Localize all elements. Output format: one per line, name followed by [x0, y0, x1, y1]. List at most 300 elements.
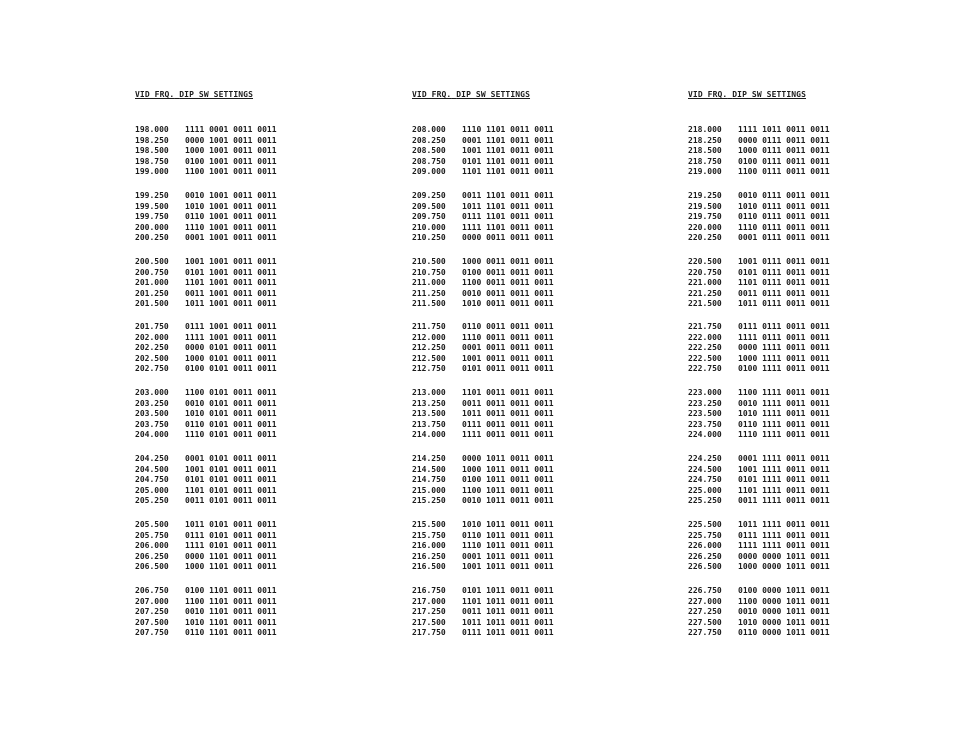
table-row: [412, 136, 554, 147]
table-row: [135, 136, 277, 147]
table-row: [412, 430, 554, 441]
table-row: [688, 388, 830, 399]
video-frequency: 213.000: [412, 388, 446, 397]
dip-switch-setting: 0011 0011 0011 0011: [462, 398, 554, 408]
dip-switch-setting: 0101 1111 0011 0011: [738, 475, 830, 485]
header-sw-label: DIP SW SETTINGS: [732, 90, 807, 99]
video-frequency: 224.250: [688, 454, 722, 463]
table-row: [688, 278, 830, 289]
video-frequency: 221.000: [688, 278, 722, 288]
video-frequency: 216.500: [412, 562, 446, 572]
table-row: [412, 202, 554, 213]
dip-switch-setting: 0111 0101 0011 0011: [185, 530, 277, 540]
dip-switch-setting: 0100 1111 0011 0011: [738, 364, 830, 374]
dip-switch-setting: 1010 1111 0011 0011: [738, 409, 830, 419]
table-row: [135, 343, 277, 354]
video-frequency: 215.250: [412, 496, 446, 506]
dip-switch-setting: 0000 1001 0011 0011: [185, 135, 277, 145]
dip-switch-setting: 1001 1001 0011 0011: [185, 257, 277, 266]
video-frequency: 203.000: [135, 388, 169, 397]
video-frequency: 199.750: [135, 212, 169, 222]
dip-switch-setting: 0100 1101 0011 0011: [185, 586, 277, 595]
video-frequency: 217.000: [412, 596, 446, 606]
table-row: [688, 531, 830, 542]
table-row: [135, 531, 277, 542]
row-group: [688, 125, 830, 178]
video-frequency: 221.750: [688, 322, 722, 331]
video-frequency: 202.500: [135, 353, 169, 363]
video-frequency: 214.250: [412, 454, 446, 463]
row-group: [688, 388, 830, 441]
table-row: [135, 233, 277, 244]
video-frequency: 218.000: [688, 125, 722, 134]
table-row: [135, 486, 277, 497]
video-frequency: 213.750: [412, 419, 446, 429]
table-row: [412, 268, 554, 279]
dip-switch-setting: 0100 1001 0011 0011: [185, 156, 277, 166]
row-group: [688, 191, 830, 244]
dip-switch-setting: 0101 0111 0011 0011: [738, 267, 830, 277]
table-row: [688, 354, 830, 365]
table-row: [688, 146, 830, 157]
dip-switch-setting: 0110 1111 0011 0011: [738, 419, 830, 429]
header-frq-label: VID FRQ.: [688, 90, 728, 99]
dip-switch-setting: 1011 1111 0011 0011: [738, 520, 830, 529]
dip-switch-setting: 1111 0001 0011 0011: [185, 125, 277, 134]
table-row: [412, 586, 554, 597]
video-frequency: 206.500: [135, 562, 169, 572]
table-row: [412, 465, 554, 476]
table-row: [412, 409, 554, 420]
video-frequency: 212.500: [412, 353, 446, 363]
video-frequency: 213.250: [412, 398, 446, 408]
dip-switch-setting: 1000 0101 0011 0011: [185, 353, 277, 363]
video-frequency: 209.250: [412, 191, 446, 200]
video-frequency: 214.750: [412, 475, 446, 485]
table-row: [688, 399, 830, 410]
dip-switch-setting: 0000 0011 0011 0011: [462, 233, 554, 243]
dip-switch-setting: 0011 1011 0011 0011: [462, 607, 554, 617]
dip-switch-setting: 0110 0011 0011 0011: [462, 322, 554, 331]
video-frequency: 198.500: [135, 146, 169, 156]
table-row: [688, 202, 830, 213]
header-frq-label: VID FRQ.: [135, 90, 175, 99]
dip-switch-setting: 1100 1111 0011 0011: [738, 388, 830, 397]
video-frequency: 227.500: [688, 617, 722, 627]
row-group: [688, 454, 830, 507]
dip-switch-setting: 1101 1111 0011 0011: [738, 485, 830, 495]
table-row: [135, 146, 277, 157]
table-row: [688, 289, 830, 300]
table-row: [135, 607, 277, 618]
table-row: [412, 520, 554, 531]
table-row: [135, 388, 277, 399]
table-row: [412, 597, 554, 608]
video-frequency: 219.250: [688, 191, 722, 200]
table-row: [412, 322, 554, 333]
video-frequency: 219.750: [688, 212, 722, 222]
table-row: [412, 607, 554, 618]
dip-switch-setting: 0110 1001 0011 0011: [185, 212, 277, 222]
table-row: [135, 562, 277, 573]
row-group: [135, 520, 277, 573]
video-frequency: 211.750: [412, 322, 446, 331]
table-row: [135, 552, 277, 563]
video-frequency: 200.250: [135, 233, 169, 243]
table-row: [412, 364, 554, 375]
video-frequency: 227.750: [688, 628, 722, 638]
video-frequency: 216.000: [412, 541, 446, 551]
dip-switch-setting: 1101 0101 0011 0011: [185, 485, 277, 495]
video-frequency: 199.000: [135, 167, 169, 177]
dip-switch-setting: 1010 0101 0011 0011: [185, 409, 277, 419]
table-row: [135, 618, 277, 629]
video-frequency: 209.750: [412, 212, 446, 222]
table-row: [135, 278, 277, 289]
table-row: [412, 388, 554, 399]
video-frequency: 202.250: [135, 343, 169, 353]
table-row: [135, 586, 277, 597]
video-frequency: 208.250: [412, 135, 446, 145]
dip-switch-setting: 1100 1001 0011 0011: [185, 167, 277, 177]
dip-switch-setting: 0010 0011 0011 0011: [462, 288, 554, 298]
video-frequency: 215.750: [412, 530, 446, 540]
table-row: [688, 607, 830, 618]
table-row: [135, 454, 277, 465]
video-frequency: 212.750: [412, 364, 446, 374]
table-row: [688, 475, 830, 486]
dip-switch-setting: 0010 1001 0011 0011: [185, 191, 277, 200]
table-row: [135, 299, 277, 310]
table-row: [412, 541, 554, 552]
dip-switch-setting: 0001 1101 0011 0011: [462, 135, 554, 145]
dip-switch-setting: 0101 1001 0011 0011: [185, 267, 277, 277]
dip-switch-setting: 0110 0111 0011 0011: [738, 212, 830, 222]
video-frequency: 223.500: [688, 409, 722, 419]
table-row: [412, 420, 554, 431]
video-frequency: 226.000: [688, 541, 722, 551]
dip-switch-setting: 1000 1011 0011 0011: [462, 464, 554, 474]
video-frequency: 198.750: [135, 156, 169, 166]
dip-switch-setting: 1101 1001 0011 0011: [185, 278, 277, 288]
table-row: [688, 430, 830, 441]
table-row: [688, 409, 830, 420]
dip-switch-setting: 0111 1011 0011 0011: [462, 628, 554, 638]
table-row: [135, 520, 277, 531]
video-frequency: 204.500: [135, 464, 169, 474]
video-frequency: 215.500: [412, 520, 446, 529]
table-row: [412, 486, 554, 497]
video-frequency: 202.750: [135, 364, 169, 374]
video-frequency: 205.500: [135, 520, 169, 529]
dip-switch-setting: 1111 1111 0011 0011: [738, 541, 830, 551]
dip-switch-setting: 0111 0011 0011 0011: [462, 419, 554, 429]
video-frequency: 203.250: [135, 398, 169, 408]
dip-switch-setting: 1001 0101 0011 0011: [185, 464, 277, 474]
video-frequency: 201.750: [135, 322, 169, 331]
video-frequency: 214.000: [412, 430, 446, 440]
dip-switch-setting: 0000 0101 0011 0011: [185, 343, 277, 353]
dip-switch-setting: 0101 1011 0011 0011: [462, 586, 554, 595]
video-frequency: 208.500: [412, 146, 446, 156]
video-frequency: 211.250: [412, 288, 446, 298]
table-row: [688, 125, 830, 136]
table-row: [688, 333, 830, 344]
dip-switch-setting: 0011 0111 0011 0011: [738, 288, 830, 298]
video-frequency: 220.000: [688, 222, 722, 232]
table-row: [688, 212, 830, 223]
dip-switch-setting: 0001 0011 0011 0011: [462, 343, 554, 353]
video-frequency: 207.250: [135, 607, 169, 617]
table-row: [688, 268, 830, 279]
video-frequency: 216.750: [412, 586, 446, 595]
dip-switch-setting: 1110 1001 0011 0011: [185, 222, 277, 232]
video-frequency: 218.500: [688, 146, 722, 156]
table-row: [135, 628, 277, 639]
table-row: [412, 399, 554, 410]
table-row: [135, 399, 277, 410]
table-row: [135, 475, 277, 486]
dip-switch-setting: 1100 1011 0011 0011: [462, 485, 554, 495]
table-row: [412, 552, 554, 563]
table-row: [135, 364, 277, 375]
dip-switch-setting: 1100 0011 0011 0011: [462, 278, 554, 288]
dip-switch-setting: 1010 1001 0011 0011: [185, 201, 277, 211]
video-frequency: 200.750: [135, 267, 169, 277]
table-row: [135, 157, 277, 168]
dip-switch-setting: 1001 0011 0011 0011: [462, 353, 554, 363]
header-sw-label: DIP SW SETTINGS: [456, 90, 531, 99]
table-row: [135, 202, 277, 213]
video-frequency: 207.000: [135, 596, 169, 606]
table-row: [412, 257, 554, 268]
video-frequency: 204.250: [135, 454, 169, 463]
video-frequency: 225.000: [688, 485, 722, 495]
video-frequency: 218.750: [688, 156, 722, 166]
video-frequency: 219.000: [688, 167, 722, 177]
dip-switch-setting: 0101 0101 0011 0011: [185, 475, 277, 485]
header-sw-label: DIP SW SETTINGS: [179, 90, 254, 99]
dip-switch-setting: 0010 0111 0011 0011: [738, 191, 830, 200]
dip-switch-setting: 1111 1101 0011 0011: [462, 222, 554, 232]
dip-switch-setting: 1010 1101 0011 0011: [185, 617, 277, 627]
dip-switch-setting: 0001 1001 0011 0011: [185, 233, 277, 243]
video-frequency: 198.000: [135, 125, 169, 134]
video-frequency: 212.000: [412, 332, 446, 342]
table-row: [688, 322, 830, 333]
table-row: [688, 586, 830, 597]
row-group: [135, 388, 277, 441]
table-row: [135, 409, 277, 420]
table-row: [412, 343, 554, 354]
table-row: [135, 125, 277, 136]
table-row: [135, 420, 277, 431]
table-row: [135, 268, 277, 279]
table-row: [412, 167, 554, 178]
dip-switch-setting: 0100 0000 1011 0011: [738, 586, 830, 595]
dip-switch-setting: 0010 0101 0011 0011: [185, 398, 277, 408]
video-frequency: 220.250: [688, 233, 722, 243]
row-group: [412, 322, 554, 375]
video-frequency: 200.000: [135, 222, 169, 232]
row-group: [688, 586, 830, 639]
dip-switch-setting: 0001 1011 0011 0011: [462, 551, 554, 561]
header-frq-label: VID FRQ.: [412, 90, 452, 99]
dip-switch-setting: 1001 0111 0011 0011: [738, 257, 830, 266]
dip-switch-setting: 0000 0000 1011 0011: [738, 551, 830, 561]
dip-switch-setting: 0010 0000 1011 0011: [738, 607, 830, 617]
table-row: [135, 430, 277, 441]
table-row: [688, 136, 830, 147]
video-frequency: 222.750: [688, 364, 722, 374]
dip-switch-setting: 0001 0111 0011 0011: [738, 233, 830, 243]
table-row: [688, 343, 830, 354]
dip-switch-setting: 1101 1101 0011 0011: [462, 167, 554, 177]
dip-switch-setting: 0000 1101 0011 0011: [185, 551, 277, 561]
dip-switch-setting: 1111 1011 0011 0011: [738, 125, 830, 134]
table-row: [135, 541, 277, 552]
table-row: [135, 322, 277, 333]
table-row: [135, 289, 277, 300]
video-frequency: 226.250: [688, 551, 722, 561]
video-frequency: 198.250: [135, 135, 169, 145]
video-frequency: 217.750: [412, 628, 446, 638]
dip-switch-setting: 1011 0111 0011 0011: [738, 299, 830, 309]
table-row: [135, 597, 277, 608]
dip-switch-setting: 1100 0111 0011 0011: [738, 167, 830, 177]
table-row: [688, 299, 830, 310]
dip-switch-setting: 1110 1101 0011 0011: [462, 125, 554, 134]
video-frequency: 217.500: [412, 617, 446, 627]
video-frequency: 205.750: [135, 530, 169, 540]
video-frequency: 211.000: [412, 278, 446, 288]
video-frequency: 208.750: [412, 156, 446, 166]
table-row: [688, 223, 830, 234]
dip-switch-setting: 0000 1011 0011 0011: [462, 454, 554, 463]
table-row: [135, 354, 277, 365]
video-frequency: 205.250: [135, 496, 169, 506]
video-frequency: 209.000: [412, 167, 446, 177]
video-frequency: 226.750: [688, 586, 722, 595]
video-frequency: 227.000: [688, 596, 722, 606]
row-group: [412, 257, 554, 310]
dip-switch-setting: 0100 0111 0011 0011: [738, 156, 830, 166]
video-frequency: 206.000: [135, 541, 169, 551]
table-row: [688, 552, 830, 563]
video-frequency: 219.500: [688, 201, 722, 211]
dip-switch-setting: 1010 0011 0011 0011: [462, 299, 554, 309]
video-frequency: 210.750: [412, 267, 446, 277]
video-frequency: 200.500: [135, 257, 169, 266]
dip-switch-setting: 0100 0011 0011 0011: [462, 267, 554, 277]
dip-switch-setting: 0011 1101 0011 0011: [462, 191, 554, 200]
video-frequency: 210.500: [412, 257, 446, 266]
dip-switch-setting: 0111 1001 0011 0011: [185, 322, 277, 331]
video-frequency: 203.500: [135, 409, 169, 419]
dip-switch-setting: 0000 0111 0011 0011: [738, 135, 830, 145]
row-group: [135, 125, 277, 178]
video-frequency: 223.750: [688, 419, 722, 429]
video-frequency: 221.500: [688, 299, 722, 309]
table-row: [412, 289, 554, 300]
video-frequency: 206.250: [135, 551, 169, 561]
video-frequency: 207.500: [135, 617, 169, 627]
video-frequency: 210.250: [412, 233, 446, 243]
dip-switch-setting: 1010 0000 1011 0011: [738, 617, 830, 627]
table-row: [135, 257, 277, 268]
table-row: [412, 454, 554, 465]
table-row: [688, 454, 830, 465]
video-frequency: 223.000: [688, 388, 722, 397]
dip-switch-setting: 1011 1101 0011 0011: [462, 201, 554, 211]
dip-switch-setting: 0010 1101 0011 0011: [185, 607, 277, 617]
dip-switch-setting: 1110 1111 0011 0011: [738, 430, 830, 440]
row-group: [688, 322, 830, 375]
table-row: [688, 541, 830, 552]
row-group: [135, 257, 277, 310]
dip-switch-setting: 0011 1001 0011 0011: [185, 288, 277, 298]
dip-switch-setting: 0001 1111 0011 0011: [738, 454, 830, 463]
dip-switch-setting: 1000 1101 0011 0011: [185, 562, 277, 572]
dip-switch-setting: 1010 0111 0011 0011: [738, 201, 830, 211]
video-frequency: 227.250: [688, 607, 722, 617]
dip-switch-setting: 1000 0111 0011 0011: [738, 146, 830, 156]
dip-switch-setting: 1000 1001 0011 0011: [185, 146, 277, 156]
row-group: [135, 454, 277, 507]
table-row: [135, 167, 277, 178]
table-row: [688, 618, 830, 629]
dip-switch-setting: 1011 0101 0011 0011: [185, 520, 277, 529]
dip-switch-setting: 1000 0000 1011 0011: [738, 562, 830, 572]
video-frequency: 225.250: [688, 496, 722, 506]
video-frequency: 217.250: [412, 607, 446, 617]
row-group: [412, 586, 554, 639]
video-frequency: 199.250: [135, 191, 169, 200]
table-row: [688, 191, 830, 202]
table-row: [412, 475, 554, 486]
dip-switch-setting: 1101 0011 0011 0011: [462, 388, 554, 397]
table-row: [412, 628, 554, 639]
dip-switch-setting: 1100 0000 1011 0011: [738, 596, 830, 606]
dip-switch-setting: 1000 0011 0011 0011: [462, 257, 554, 266]
table-row: [135, 465, 277, 476]
video-frequency: 211.500: [412, 299, 446, 309]
dip-switch-setting: 0110 0000 1011 0011: [738, 628, 830, 638]
video-frequency: 209.500: [412, 201, 446, 211]
video-frequency: 201.500: [135, 299, 169, 309]
dip-switch-setting: 1011 1001 0011 0011: [185, 299, 277, 309]
table-row: [412, 562, 554, 573]
video-frequency: 204.000: [135, 430, 169, 440]
row-group: [412, 125, 554, 178]
dip-switch-setting: 1000 1111 0011 0011: [738, 353, 830, 363]
video-frequency: 220.750: [688, 267, 722, 277]
video-frequency: 216.250: [412, 551, 446, 561]
table-row: [412, 223, 554, 234]
dip-switch-setting: 0111 1101 0011 0011: [462, 212, 554, 222]
row-group: [688, 520, 830, 573]
table-row: [688, 233, 830, 244]
video-frequency: 213.500: [412, 409, 446, 419]
video-frequency: 202.000: [135, 332, 169, 342]
video-frequency: 222.250: [688, 343, 722, 353]
table-row: [412, 146, 554, 157]
video-frequency: 220.500: [688, 257, 722, 266]
video-frequency: 224.750: [688, 475, 722, 485]
row-group: [412, 520, 554, 573]
video-frequency: 204.750: [135, 475, 169, 485]
dip-switch-setting: 0011 1111 0011 0011: [738, 496, 830, 506]
